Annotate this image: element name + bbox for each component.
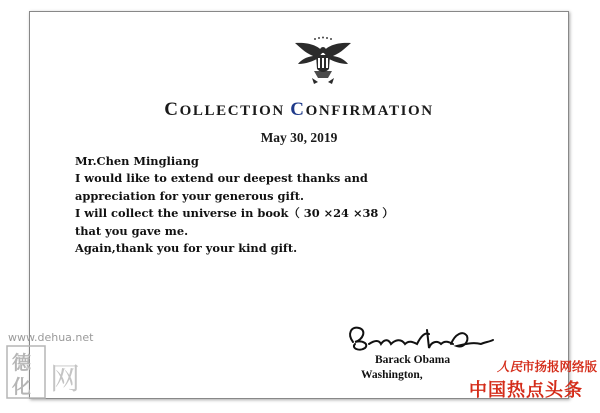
salutation: Mr.Chen Mingliang — [75, 154, 199, 168]
brand-script: 人民 — [497, 359, 523, 374]
logo-char: 德 — [12, 352, 32, 374]
signatory-place: Washington, — [361, 369, 423, 381]
logo-char: 化 — [12, 376, 32, 398]
body-line: I would like to extend our deepest thanks and — [75, 171, 368, 186]
title-word-2: ONFIRMATION — [305, 103, 434, 119]
headline-watermark: 中国热点头条 — [469, 380, 583, 401]
logo-char: 网 — [50, 362, 80, 397]
site-url-watermark: www.dehua.net — [8, 331, 94, 344]
title-word-1: OLLECTION — [179, 103, 285, 119]
brand-text: 市扬报网络版 — [522, 359, 598, 374]
letter-title — [30, 99, 568, 121]
title-initial-2: C — [290, 99, 306, 120]
title-initial-1: C — [164, 99, 180, 120]
letter-body — [75, 153, 505, 257]
signatory-name: Barack Obama — [375, 354, 451, 366]
body-line: appreciation for your generous gift. — [75, 188, 304, 203]
handwritten-signature — [345, 318, 495, 354]
dehua-logo-watermark — [6, 345, 98, 399]
great-seal-eagle-icon — [292, 36, 354, 88]
body-line: I will collect the universe in book（ 30 ×24 ×38 ） — [75, 206, 394, 221]
letter-date: May 30, 2019 — [260, 130, 338, 145]
brand-watermark — [497, 357, 597, 375]
body-line: Again,thank you for your kind gift. — [75, 241, 298, 256]
body-line: that you gave me. — [75, 223, 189, 238]
